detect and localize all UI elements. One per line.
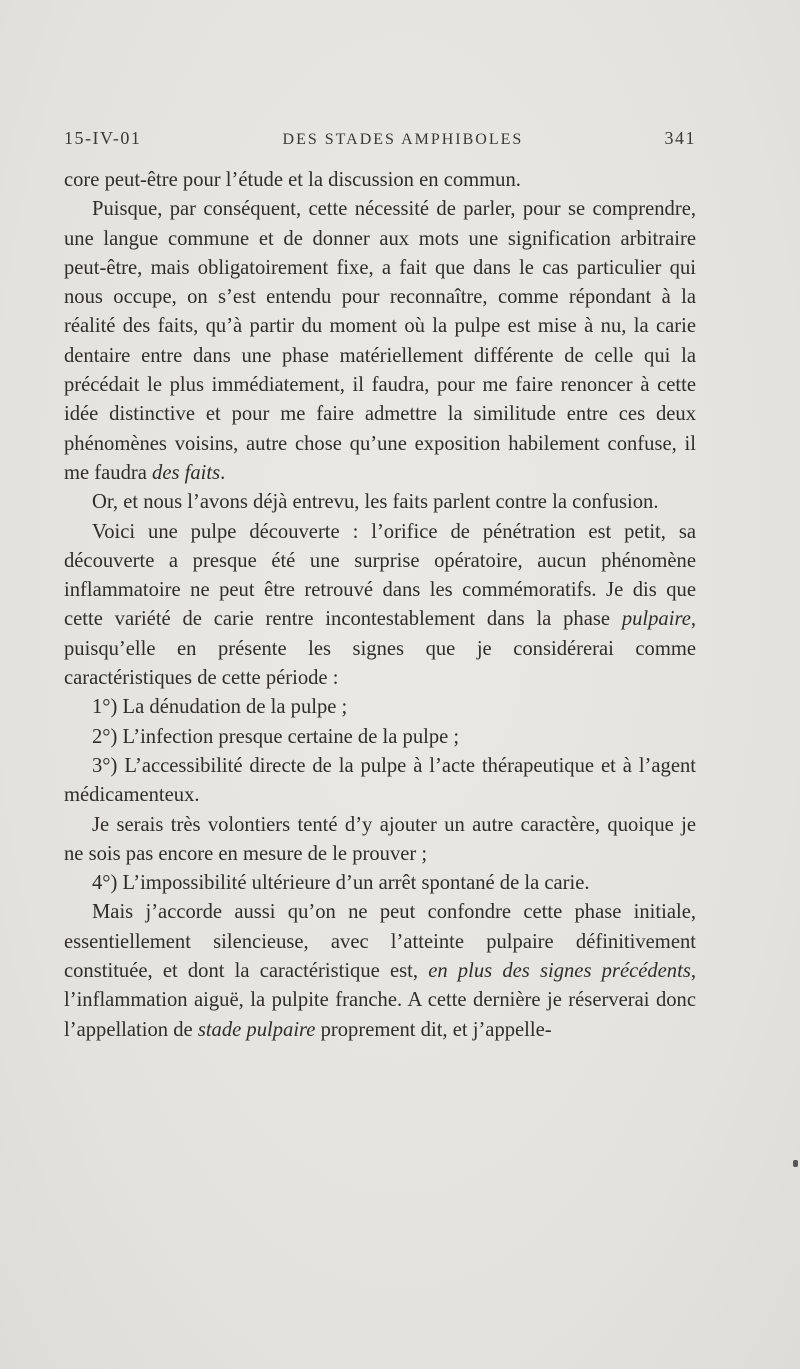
paragraph xyxy=(64,811,696,870)
paragraph xyxy=(64,166,696,195)
page-speck xyxy=(793,1160,798,1167)
italic-text: en plus des signes précédents xyxy=(428,960,691,983)
running-header xyxy=(64,128,696,149)
text-run: 4°) L’impossibilité ultérieure d’un arrêt spontané de la carie. xyxy=(92,872,590,895)
paragraph xyxy=(64,898,696,1044)
list-item xyxy=(64,869,696,898)
text-run: Or, et nous l’avons déjà entrevu, les faits parlent contre la confusion. xyxy=(92,491,659,514)
page-body-text xyxy=(64,166,696,1045)
text-run: 1°) La dénudation de la pulpe ; xyxy=(92,696,348,719)
italic-text: stade pulpaire xyxy=(197,1018,316,1041)
header-title: DES STADES AMPHIBOLES xyxy=(282,131,524,148)
text-run: , puisqu’elle en présente les signes que je considérerai comme caractéristiques de cette période : xyxy=(64,608,696,690)
list-item xyxy=(64,723,696,752)
text-run: Je serais très volontiers tenté d’y ajouter un autre caractère, quoique je ne sois pas encore en mesure de le prouver ; xyxy=(64,813,696,865)
italic-text: des faits xyxy=(152,461,221,484)
text-run: 3°) L’accessibilité directe de la pulpe à l’acte thérapeutique et à l’agent médicamenteux. xyxy=(64,754,696,807)
page-number: 341 xyxy=(664,128,696,148)
text-run: Puisque, par conséquent, cette nécessité de parler, pour se comprendre, une langue commune et de donner aux mots une signification arbitraire peut-être, mais obligatoirement fixe, a fait que dans le cas particulier qui nous occupe, on s’est entendu pour reconnaître, comme répondant à la réalité des faits, qu’à partir du moment où la pulpe est mise à nu, la carie dentaire entre dans une phase matériellement différente de celle qui la précédait le plus immédiatement, il faudra, pour me faire renoncer à cette idée distinctive et pour me faire admettre la similitude entre ces deux phénomènes voisins, autre chose qu’une exposition habilement confuse, il me faudra xyxy=(64,198,696,484)
paragraph xyxy=(64,518,696,694)
list-item xyxy=(64,752,696,811)
text-run: Mais j’accorde aussi qu’on ne peut confondre cette phase initiale, essentiellement silencieuse, avec l’atteinte pulpaire définitivement constituée, et dont la caractéristique est, xyxy=(64,901,696,983)
text-run: proprement dit, et j’appelle- xyxy=(315,1018,552,1041)
text-run: core peut-être pour l’étude et la discussion en commun. xyxy=(64,169,521,191)
text-run: , l’inflammation aiguë, la pulpite franche. A cette dernière je réserverai donc l’appellation de xyxy=(64,960,696,1041)
text-run: 2°) L’infection presque certaine de la pulpe ; xyxy=(92,725,460,748)
paragraph xyxy=(64,195,696,488)
list-item xyxy=(64,693,696,722)
paragraph xyxy=(64,488,696,517)
text-run: Voici une pulpe découverte : l’orifice de pénétration est petit, sa découverte a presque été une surprise opératoire, aucun phénomène inflammatoire ne peut être retrouvé dans les commémoratifs. Je dis que cette variété de carie rentre incontestablement dans la phase xyxy=(64,520,696,631)
text-run: . xyxy=(220,461,226,484)
header-date: 15-IV-01 xyxy=(64,128,142,148)
italic-text: pulpaire xyxy=(621,608,691,631)
